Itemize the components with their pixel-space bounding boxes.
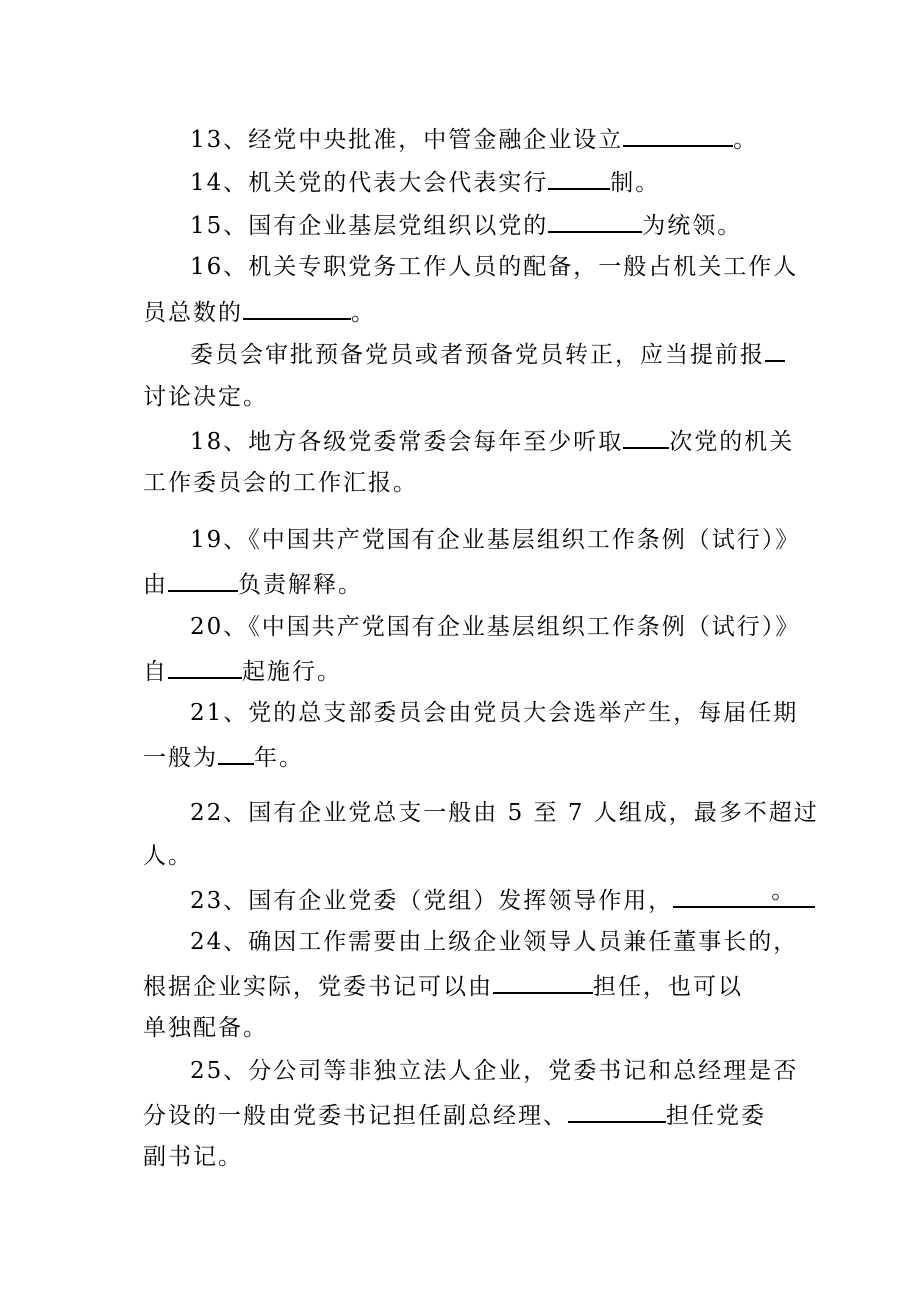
question-18-line-1 <box>190 425 794 457</box>
answer-blank <box>243 296 351 320</box>
answer-blank <box>168 655 242 679</box>
question-14-end: 制。 <box>610 170 661 196</box>
question-25-text: 分设的一般由党委书记担任副总经理、 <box>143 1103 568 1129</box>
question-18-text: 18、地方各级党委常委会每年至少听取 <box>190 429 624 455</box>
answer-blank <box>218 741 254 765</box>
question-25-line-2 <box>143 1099 766 1131</box>
question-13-end: 。 <box>733 127 759 153</box>
question-16-line-2 <box>143 296 376 328</box>
question-23-end: 。 <box>771 878 797 904</box>
question-17-line-1 <box>190 338 785 370</box>
question-14-text: 14、机关党的代表大会代表实行 <box>190 170 549 196</box>
question-24-line-3: 单独配备。 <box>143 1015 268 1041</box>
question-21-line-2 <box>143 741 304 773</box>
question-25-line-3: 副书记。 <box>143 1144 243 1170</box>
question-25-line-1: 25、分公司等非独立法人企业，党委书记和总经理是否 <box>190 1058 799 1084</box>
question-24-line-2 <box>143 970 743 1002</box>
question-13-text: 13、经党中央批准，中管金融企业设立 <box>190 127 624 153</box>
question-15-text: 15、国有企业基层党组织以党的 <box>190 213 549 239</box>
question-17-line-2: 讨论决定。 <box>143 384 268 410</box>
question-23-text: 23、国有企业党委（党组）发挥领导作用， <box>190 888 674 914</box>
answer-blank <box>623 123 733 147</box>
answer-blank <box>548 209 642 233</box>
question-18-end: 次党的机关 <box>669 429 795 455</box>
question-23 <box>190 878 815 916</box>
question-25-end: 担任党委 <box>666 1103 766 1129</box>
question-24-end: 担任，也可以 <box>593 974 743 1000</box>
question-19-line-2 <box>143 568 363 600</box>
question-15-end: 为统领。 <box>642 213 743 239</box>
question-20-text: 自 <box>143 659 168 685</box>
question-24-line-1: 24、确因工作需要由上级企业领导人员兼任董事长的， <box>190 929 799 955</box>
question-14 <box>190 166 660 198</box>
answer-blank <box>493 970 593 994</box>
question-19-end: 负责解释。 <box>238 572 363 598</box>
question-21-text: 一般为 <box>143 745 218 771</box>
question-19-line-1: 19、《中国共产党国有企业基层组织工作条例（试行）》 <box>190 527 801 553</box>
question-21-end: 年。 <box>254 745 304 771</box>
question-16-line-1: 16、机关专职党务工作人员的配备，一般占机关工作人 <box>190 254 799 280</box>
question-13 <box>190 123 758 155</box>
question-19-text: 由 <box>143 572 168 598</box>
question-18-line-2: 工作委员会的工作汇报。 <box>143 470 418 496</box>
answer-blank <box>765 338 785 362</box>
question-22-line-1: 22、国有企业党总支一般由 5 至 7 人组成，最多不超过 <box>190 800 819 826</box>
question-17-text: 委员会审批预备党员或者预备党员转正，应当提前报 <box>190 342 765 368</box>
answer-blank <box>673 878 815 908</box>
answer-blank <box>568 1099 666 1123</box>
question-20-line-1: 20、《中国共产党国有企业基层组织工作条例（试行）》 <box>190 614 801 640</box>
answer-blank <box>168 568 238 592</box>
question-16-end: 。 <box>351 300 376 326</box>
question-21-line-1: 21、党的总支部委员会由党员大会选举产生，每届任期 <box>190 700 799 726</box>
question-20-end: 起施行。 <box>242 659 342 685</box>
question-15 <box>190 209 742 241</box>
question-16-text: 员总数的 <box>143 300 243 326</box>
answer-blank <box>623 425 669 449</box>
answer-blank <box>548 166 610 190</box>
question-24-text: 根据企业实际，党委书记可以由 <box>143 974 493 1000</box>
question-20-line-2 <box>143 655 342 687</box>
question-22-line-2: 人。 <box>143 843 193 869</box>
